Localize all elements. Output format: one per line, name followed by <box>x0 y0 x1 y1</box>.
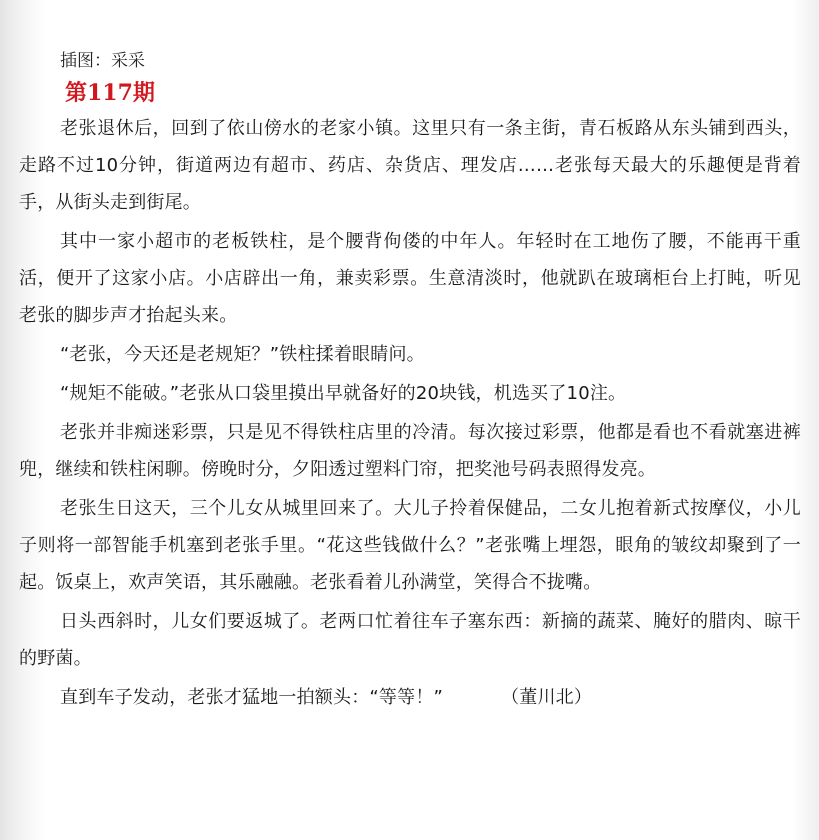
illustration-credit: 插图：采采 <box>60 51 145 71</box>
paragraph-2: 其中一家小超市的老板铁柱，是个腰背佝偻的中年人。年轻时在工地伤了腰，不能再干重活，便开了这家小店。小店辟出一角，兼卖彩票。生意清淡时，他就趴在玻璃柜台上打盹，听见老张的脚步声才抬起头来。 <box>19 231 801 326</box>
paragraph-5: 老张并非痴迷彩票，只是见不得铁柱店里的冷清。每次接过彩票，他都是看也不看就塞进裤兜，继续和铁柱闲聊。傍晚时分，夕阳透过塑料门帘，把奖池号码表照得发亮。 <box>19 422 801 480</box>
paragraph-3: “老张，今天还是老规矩？”铁柱揉着眼睛问。 <box>60 344 425 365</box>
issue-number: 第117期 <box>65 80 155 106</box>
article <box>19 46 801 716</box>
paragraph-7: 日头西斜时，儿女们要返城了。老两口忙着往车子塞东西：新摘的蔬菜、腌好的腊肉、晾干的野菌。 <box>19 611 801 669</box>
paragraph-4: “规矩不能破。”老张从口袋里摸出早就备好的20块钱，机选买了10注。 <box>60 383 627 404</box>
author-byline: （董川北） <box>501 687 593 708</box>
paragraph-8 <box>19 679 801 716</box>
closing-sentence: 直到车子发动，老张才猛地一拍额头：“等等！” <box>60 687 444 708</box>
paragraph-1: 老张退休后，回到了依山傍水的老家小镇。这里只有一条主街，青石板路从东头铺到西头，走路不过10分钟，街道两边有超市、药店、杂货店、理发店……老张每天最大的乐趣便是背着手，从街头走到街尾。 <box>19 118 801 213</box>
paragraph-6: 老张生日这天，三个儿女从城里回来了。大儿子拎着保健品，二女儿抱着新式按摩仪，小儿子则将一部智能手机塞到老张手里。“花这些钱做什么？”老张嘴上埋怨，眼角的皱纹却聚到了一起。饭桌上，欢声笑语，其乐融融。老张看着儿孙满堂，笑得合不拢嘴。 <box>19 498 801 593</box>
